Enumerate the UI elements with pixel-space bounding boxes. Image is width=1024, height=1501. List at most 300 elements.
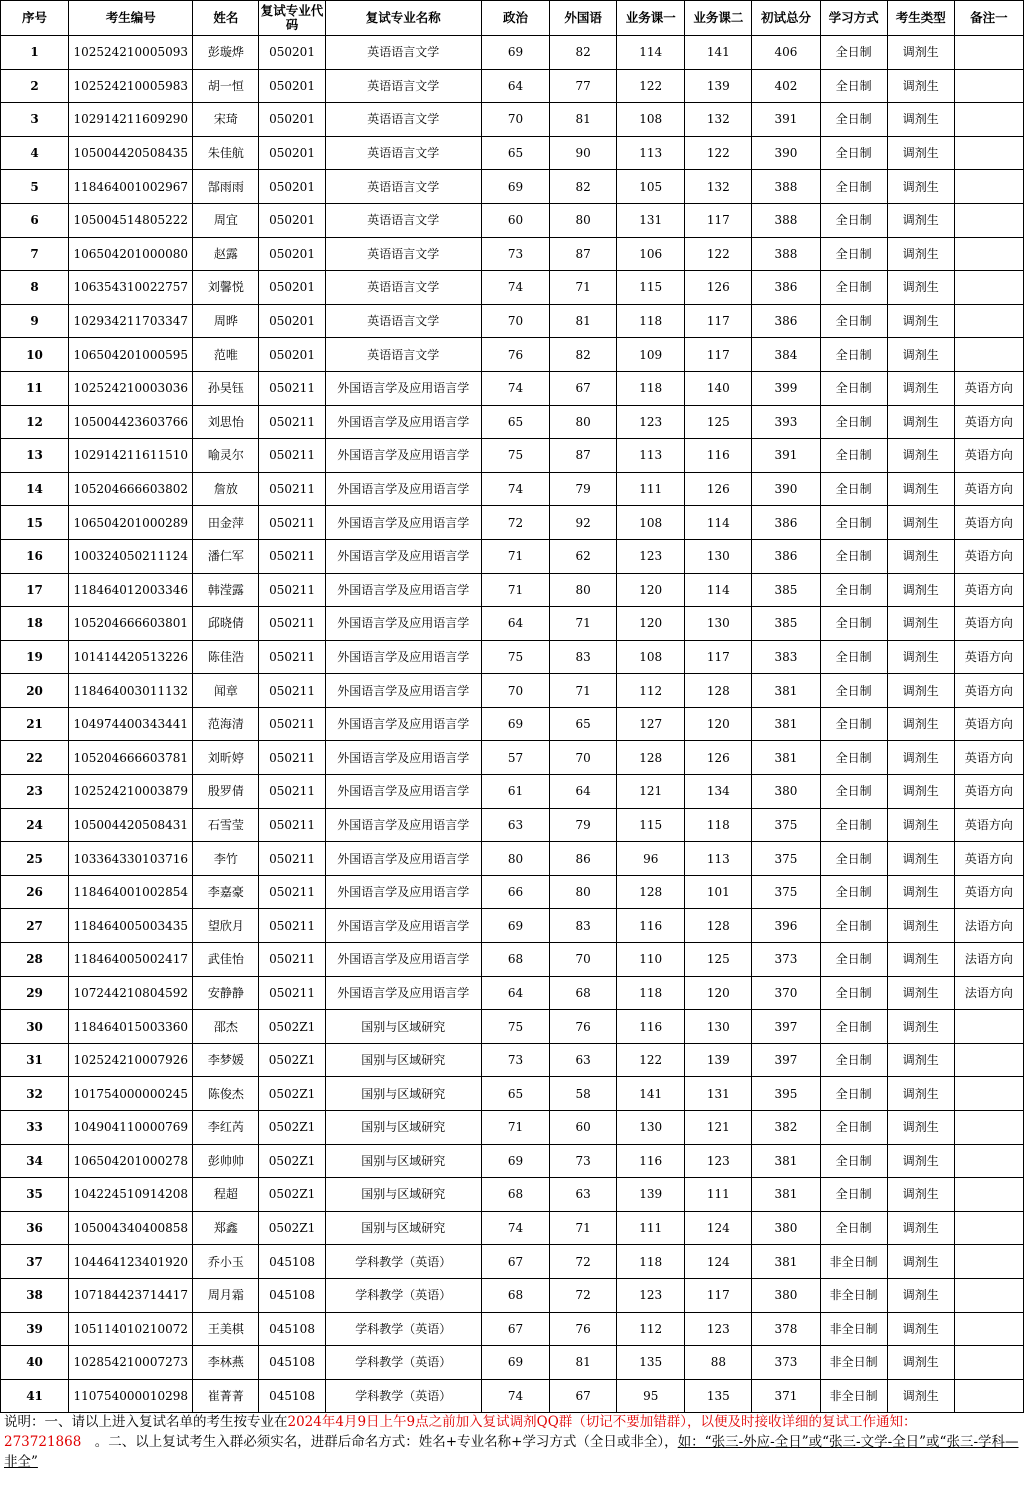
table-row bbox=[1, 1111, 1024, 1145]
cell-study-mode: 全日制 bbox=[820, 1077, 887, 1111]
cell-course-2: 125 bbox=[685, 943, 752, 977]
cell-seq: 31 bbox=[1, 1043, 69, 1077]
cell-foreign-language: 77 bbox=[550, 69, 617, 103]
cell-seq: 14 bbox=[1, 472, 69, 506]
table-row bbox=[1, 36, 1024, 70]
cell-major-name: 外国语言学及应用语言学 bbox=[325, 842, 481, 876]
cell-course-2: 139 bbox=[685, 1043, 752, 1077]
table-row bbox=[1, 271, 1024, 305]
cell-major-name: 外国语言学及应用语言学 bbox=[325, 405, 481, 439]
table-row bbox=[1, 943, 1024, 977]
header-foreign-language: 外国语 bbox=[550, 1, 617, 36]
cell-course-1: 123 bbox=[617, 539, 685, 573]
table-row bbox=[1, 203, 1024, 237]
cell-course-2: 117 bbox=[685, 338, 752, 372]
cell-remark: 英语方向 bbox=[954, 674, 1023, 708]
cell-seq: 24 bbox=[1, 808, 69, 842]
cell-major-code: 050211 bbox=[259, 573, 325, 607]
cell-study-mode: 全日制 bbox=[820, 170, 887, 204]
cell-remark: 英语方向 bbox=[954, 875, 1023, 909]
cell-seq: 16 bbox=[1, 539, 69, 573]
cell-course-1: 112 bbox=[617, 674, 685, 708]
cell-candidate-type: 调剂生 bbox=[887, 338, 954, 372]
cell-politics: 75 bbox=[481, 439, 549, 473]
cell-name: 望欣月 bbox=[193, 909, 259, 943]
cell-remark bbox=[954, 1043, 1023, 1077]
cell-major-code: 050211 bbox=[259, 439, 325, 473]
explanation-note bbox=[4, 1412, 1020, 1472]
cell-total-score: 386 bbox=[752, 539, 820, 573]
cell-course-2: 130 bbox=[685, 539, 752, 573]
cell-total-score: 382 bbox=[752, 1111, 820, 1145]
cell-course-2: 117 bbox=[685, 640, 752, 674]
cell-course-1: 116 bbox=[617, 1144, 685, 1178]
cell-foreign-language: 73 bbox=[550, 1144, 617, 1178]
table-row bbox=[1, 1043, 1024, 1077]
cell-candidate-type: 调剂生 bbox=[887, 237, 954, 271]
cell-name: 周月霜 bbox=[193, 1278, 259, 1312]
note-part-3: 。二、以上复试考生入群必须实名，进群后命名方式：姓名+专业名称+学习方式（全日或非全）， bbox=[81, 1434, 678, 1450]
cell-exam-id: 104464123401920 bbox=[69, 1245, 193, 1279]
cell-foreign-language: 63 bbox=[550, 1178, 617, 1212]
cell-candidate-type: 调剂生 bbox=[887, 943, 954, 977]
cell-politics: 74 bbox=[481, 371, 549, 405]
cell-politics: 67 bbox=[481, 1245, 549, 1279]
cell-total-score: 373 bbox=[752, 1346, 820, 1380]
cell-name: 程超 bbox=[193, 1178, 259, 1212]
cell-candidate-type: 调剂生 bbox=[887, 1178, 954, 1212]
cell-course-1: 116 bbox=[617, 1010, 685, 1044]
cell-total-score: 385 bbox=[752, 573, 820, 607]
cell-study-mode: 全日制 bbox=[820, 271, 887, 305]
cell-candidate-type: 调剂生 bbox=[887, 1346, 954, 1380]
cell-politics: 71 bbox=[481, 539, 549, 573]
cell-total-score: 397 bbox=[752, 1010, 820, 1044]
cell-total-score: 391 bbox=[752, 439, 820, 473]
cell-exam-id: 118464001002967 bbox=[69, 170, 193, 204]
table-row bbox=[1, 573, 1024, 607]
cell-course-1: 130 bbox=[617, 1111, 685, 1145]
cell-major-code: 050211 bbox=[259, 472, 325, 506]
cell-course-1: 105 bbox=[617, 170, 685, 204]
cell-name: 周宜 bbox=[193, 203, 259, 237]
cell-course-1: 114 bbox=[617, 36, 685, 70]
cell-politics: 68 bbox=[481, 1278, 549, 1312]
cell-foreign-language: 83 bbox=[550, 909, 617, 943]
cell-major-name: 外国语言学及应用语言学 bbox=[325, 674, 481, 708]
cell-exam-id: 118464005002417 bbox=[69, 943, 193, 977]
cell-politics: 65 bbox=[481, 405, 549, 439]
cell-major-name: 英语语言文学 bbox=[325, 36, 481, 70]
cell-major-name: 学科教学（英语） bbox=[325, 1312, 481, 1346]
cell-exam-id: 105004420508435 bbox=[69, 136, 193, 170]
cell-exam-id: 102524210003036 bbox=[69, 371, 193, 405]
cell-candidate-type: 调剂生 bbox=[887, 875, 954, 909]
cell-seq: 37 bbox=[1, 1245, 69, 1279]
cell-exam-id: 103364330103716 bbox=[69, 842, 193, 876]
cell-exam-id: 102524210005093 bbox=[69, 36, 193, 70]
cell-major-code: 050211 bbox=[259, 775, 325, 809]
cell-politics: 70 bbox=[481, 674, 549, 708]
cell-study-mode: 全日制 bbox=[820, 405, 887, 439]
cell-remark: 英语方向 bbox=[954, 842, 1023, 876]
cell-course-2: 120 bbox=[685, 976, 752, 1010]
cell-course-1: 118 bbox=[617, 371, 685, 405]
cell-name: 王美棋 bbox=[193, 1312, 259, 1346]
cell-study-mode: 全日制 bbox=[820, 338, 887, 372]
cell-politics: 74 bbox=[481, 1211, 549, 1245]
cell-name: 石雪莹 bbox=[193, 808, 259, 842]
cell-remark: 英语方向 bbox=[954, 607, 1023, 641]
cell-candidate-type: 调剂生 bbox=[887, 1077, 954, 1111]
cell-exam-id: 105204666603801 bbox=[69, 607, 193, 641]
cell-course-2: 139 bbox=[685, 69, 752, 103]
cell-total-score: 370 bbox=[752, 976, 820, 1010]
table-row bbox=[1, 472, 1024, 506]
cell-major-code: 0502Z1 bbox=[259, 1043, 325, 1077]
cell-major-code: 050201 bbox=[259, 338, 325, 372]
cell-politics: 73 bbox=[481, 237, 549, 271]
header-course-1: 业务课一 bbox=[617, 1, 685, 36]
table-row bbox=[1, 405, 1024, 439]
cell-major-name: 外国语言学及应用语言学 bbox=[325, 808, 481, 842]
cell-remark bbox=[954, 1144, 1023, 1178]
cell-course-1: 135 bbox=[617, 1346, 685, 1380]
cell-remark bbox=[954, 1278, 1023, 1312]
cell-candidate-type: 调剂生 bbox=[887, 271, 954, 305]
cell-politics: 80 bbox=[481, 842, 549, 876]
cell-total-score: 388 bbox=[752, 237, 820, 271]
cell-seq: 26 bbox=[1, 875, 69, 909]
cell-total-score: 380 bbox=[752, 775, 820, 809]
cell-remark bbox=[954, 1379, 1023, 1413]
cell-seq: 5 bbox=[1, 170, 69, 204]
cell-remark: 法语方向 bbox=[954, 909, 1023, 943]
cell-total-score: 390 bbox=[752, 472, 820, 506]
cell-study-mode: 全日制 bbox=[820, 943, 887, 977]
cell-major-code: 0502Z1 bbox=[259, 1144, 325, 1178]
header-seq: 序号 bbox=[1, 1, 69, 36]
cell-remark: 英语方向 bbox=[954, 371, 1023, 405]
cell-name: 郑鑫 bbox=[193, 1211, 259, 1245]
cell-candidate-type: 调剂生 bbox=[887, 304, 954, 338]
cell-seq: 15 bbox=[1, 506, 69, 540]
cell-seq: 33 bbox=[1, 1111, 69, 1145]
cell-total-score: 393 bbox=[752, 405, 820, 439]
cell-foreign-language: 87 bbox=[550, 439, 617, 473]
cell-major-name: 国别与区域研究 bbox=[325, 1077, 481, 1111]
cell-foreign-language: 71 bbox=[550, 674, 617, 708]
header-major-name: 复试专业名称 bbox=[325, 1, 481, 36]
cell-politics: 65 bbox=[481, 136, 549, 170]
cell-study-mode: 全日制 bbox=[820, 1178, 887, 1212]
cell-course-1: 122 bbox=[617, 1043, 685, 1077]
cell-major-code: 045108 bbox=[259, 1379, 325, 1413]
cell-seq: 41 bbox=[1, 1379, 69, 1413]
cell-seq: 27 bbox=[1, 909, 69, 943]
cell-course-2: 124 bbox=[685, 1211, 752, 1245]
cell-course-1: 122 bbox=[617, 69, 685, 103]
cell-exam-id: 104904110000769 bbox=[69, 1111, 193, 1145]
cell-major-name: 英语语言文学 bbox=[325, 136, 481, 170]
header-major-code: 复试专业代码 bbox=[259, 1, 325, 36]
cell-total-score: 381 bbox=[752, 707, 820, 741]
cell-total-score: 386 bbox=[752, 271, 820, 305]
cell-course-2: 128 bbox=[685, 674, 752, 708]
cell-remark bbox=[954, 1178, 1023, 1212]
cell-course-1: 118 bbox=[617, 1245, 685, 1279]
cell-seq: 39 bbox=[1, 1312, 69, 1346]
cell-politics: 70 bbox=[481, 103, 549, 137]
cell-name: 郜雨雨 bbox=[193, 170, 259, 204]
cell-major-name: 英语语言文学 bbox=[325, 304, 481, 338]
cell-foreign-language: 76 bbox=[550, 1010, 617, 1044]
cell-study-mode: 全日制 bbox=[820, 707, 887, 741]
cell-remark: 英语方向 bbox=[954, 506, 1023, 540]
cell-candidate-type: 调剂生 bbox=[887, 808, 954, 842]
cell-major-code: 050211 bbox=[259, 405, 325, 439]
cell-exam-id: 102914211611510 bbox=[69, 439, 193, 473]
cell-name: 孙昊钰 bbox=[193, 371, 259, 405]
cell-seq: 23 bbox=[1, 775, 69, 809]
cell-exam-id: 104974400343441 bbox=[69, 707, 193, 741]
cell-course-2: 118 bbox=[685, 808, 752, 842]
cell-course-2: 126 bbox=[685, 741, 752, 775]
cell-foreign-language: 72 bbox=[550, 1245, 617, 1279]
cell-course-2: 125 bbox=[685, 405, 752, 439]
cell-course-2: 123 bbox=[685, 1144, 752, 1178]
cell-total-score: 375 bbox=[752, 842, 820, 876]
cell-remark: 英语方向 bbox=[954, 775, 1023, 809]
cell-total-score: 390 bbox=[752, 136, 820, 170]
cell-major-code: 0502Z1 bbox=[259, 1178, 325, 1212]
cell-name: 朱佳航 bbox=[193, 136, 259, 170]
cell-candidate-type: 调剂生 bbox=[887, 371, 954, 405]
cell-major-code: 050211 bbox=[259, 842, 325, 876]
cell-total-score: 381 bbox=[752, 741, 820, 775]
cell-remark bbox=[954, 203, 1023, 237]
cell-candidate-type: 调剂生 bbox=[887, 1245, 954, 1279]
cell-exam-id: 105204666603781 bbox=[69, 741, 193, 775]
cell-politics: 72 bbox=[481, 506, 549, 540]
cell-course-2: 141 bbox=[685, 36, 752, 70]
cell-course-2: 88 bbox=[685, 1346, 752, 1380]
cell-seq: 32 bbox=[1, 1077, 69, 1111]
cell-exam-id: 118464005003435 bbox=[69, 909, 193, 943]
cell-total-score: 388 bbox=[752, 170, 820, 204]
table-row bbox=[1, 506, 1024, 540]
note-deadline-and-qq-group: 2024年4月9日上午9点之前加入复试调剂QQ群（切记不要加错群），以便及时接收详细的复试工作通知：273721868 bbox=[4, 1414, 917, 1450]
cell-name: 乔小玉 bbox=[193, 1245, 259, 1279]
cell-foreign-language: 80 bbox=[550, 203, 617, 237]
cell-seq: 20 bbox=[1, 674, 69, 708]
cell-name: 陈俊杰 bbox=[193, 1077, 259, 1111]
cell-candidate-type: 调剂生 bbox=[887, 640, 954, 674]
cell-total-score: 406 bbox=[752, 36, 820, 70]
cell-politics: 69 bbox=[481, 1144, 549, 1178]
cell-course-2: 128 bbox=[685, 909, 752, 943]
cell-politics: 75 bbox=[481, 640, 549, 674]
cell-seq: 25 bbox=[1, 842, 69, 876]
cell-name: 邵杰 bbox=[193, 1010, 259, 1044]
cell-course-2: 114 bbox=[685, 506, 752, 540]
cell-name: 刘思怡 bbox=[193, 405, 259, 439]
cell-foreign-language: 58 bbox=[550, 1077, 617, 1111]
cell-major-name: 英语语言文学 bbox=[325, 237, 481, 271]
table-row bbox=[1, 1346, 1024, 1380]
cell-total-score: 371 bbox=[752, 1379, 820, 1413]
cell-foreign-language: 82 bbox=[550, 36, 617, 70]
cell-seq: 17 bbox=[1, 573, 69, 607]
cell-course-2: 117 bbox=[685, 304, 752, 338]
cell-politics: 71 bbox=[481, 1111, 549, 1145]
cell-foreign-language: 80 bbox=[550, 405, 617, 439]
cell-major-name: 外国语言学及应用语言学 bbox=[325, 741, 481, 775]
table-row bbox=[1, 674, 1024, 708]
cell-major-name: 国别与区域研究 bbox=[325, 1211, 481, 1245]
cell-seq: 3 bbox=[1, 103, 69, 137]
cell-course-2: 114 bbox=[685, 573, 752, 607]
cell-name: 安静静 bbox=[193, 976, 259, 1010]
cell-course-1: 109 bbox=[617, 338, 685, 372]
cell-study-mode: 全日制 bbox=[820, 539, 887, 573]
cell-major-name: 英语语言文学 bbox=[325, 103, 481, 137]
cell-major-code: 050211 bbox=[259, 976, 325, 1010]
cell-major-code: 050201 bbox=[259, 103, 325, 137]
cell-course-2: 124 bbox=[685, 1245, 752, 1279]
cell-study-mode: 全日制 bbox=[820, 808, 887, 842]
table-row bbox=[1, 439, 1024, 473]
cell-course-2: 130 bbox=[685, 607, 752, 641]
cell-name: 宋琦 bbox=[193, 103, 259, 137]
cell-foreign-language: 81 bbox=[550, 103, 617, 137]
cell-major-name: 学科教学（英语） bbox=[325, 1245, 481, 1279]
note-naming-examples: 如：“张三-外应-全日”或“张三-文学-全日”或“张三-学科—非全” bbox=[4, 1434, 1019, 1470]
cell-major-name: 英语语言文学 bbox=[325, 69, 481, 103]
cell-foreign-language: 82 bbox=[550, 170, 617, 204]
cell-foreign-language: 64 bbox=[550, 775, 617, 809]
cell-politics: 67 bbox=[481, 1312, 549, 1346]
table-row bbox=[1, 1077, 1024, 1111]
cell-candidate-type: 调剂生 bbox=[887, 842, 954, 876]
cell-total-score: 375 bbox=[752, 808, 820, 842]
cell-exam-id: 105004420508431 bbox=[69, 808, 193, 842]
cell-exam-id: 106504201000080 bbox=[69, 237, 193, 271]
cell-course-1: 113 bbox=[617, 439, 685, 473]
cell-name: 潘仁军 bbox=[193, 539, 259, 573]
table-row bbox=[1, 741, 1024, 775]
cell-study-mode: 全日制 bbox=[820, 976, 887, 1010]
cell-course-2: 111 bbox=[685, 1178, 752, 1212]
cell-study-mode: 全日制 bbox=[820, 607, 887, 641]
cell-major-code: 050211 bbox=[259, 371, 325, 405]
cell-course-2: 117 bbox=[685, 1278, 752, 1312]
cell-course-2: 140 bbox=[685, 371, 752, 405]
cell-name: 崔菁菁 bbox=[193, 1379, 259, 1413]
cell-remark bbox=[954, 1211, 1023, 1245]
cell-candidate-type: 调剂生 bbox=[887, 1211, 954, 1245]
cell-major-name: 国别与区域研究 bbox=[325, 1043, 481, 1077]
cell-foreign-language: 71 bbox=[550, 271, 617, 305]
cell-exam-id: 102524210007926 bbox=[69, 1043, 193, 1077]
cell-remark bbox=[954, 1312, 1023, 1346]
cell-name: 刘馨悦 bbox=[193, 271, 259, 305]
cell-candidate-type: 调剂生 bbox=[887, 506, 954, 540]
cell-candidate-type: 调剂生 bbox=[887, 539, 954, 573]
cell-course-1: 120 bbox=[617, 607, 685, 641]
cell-course-1: 127 bbox=[617, 707, 685, 741]
cell-seq: 28 bbox=[1, 943, 69, 977]
cell-total-score: 383 bbox=[752, 640, 820, 674]
cell-study-mode: 全日制 bbox=[820, 439, 887, 473]
cell-foreign-language: 65 bbox=[550, 707, 617, 741]
cell-politics: 76 bbox=[481, 338, 549, 372]
cell-major-code: 0502Z1 bbox=[259, 1111, 325, 1145]
cell-total-score: 380 bbox=[752, 1278, 820, 1312]
cell-exam-id: 106504201000595 bbox=[69, 338, 193, 372]
cell-politics: 71 bbox=[481, 573, 549, 607]
table-row bbox=[1, 371, 1024, 405]
header-candidate-type: 考生类型 bbox=[887, 1, 954, 36]
cell-remark bbox=[954, 1077, 1023, 1111]
cell-major-code: 0502Z1 bbox=[259, 1211, 325, 1245]
cell-study-mode: 全日制 bbox=[820, 237, 887, 271]
cell-name: 李林燕 bbox=[193, 1346, 259, 1380]
cell-major-name: 外国语言学及应用语言学 bbox=[325, 976, 481, 1010]
header-study-mode: 学习方式 bbox=[820, 1, 887, 36]
table-row bbox=[1, 1278, 1024, 1312]
cell-study-mode: 全日制 bbox=[820, 842, 887, 876]
cell-name: 韩滢露 bbox=[193, 573, 259, 607]
cell-course-1: 112 bbox=[617, 1312, 685, 1346]
cell-remark: 英语方向 bbox=[954, 707, 1023, 741]
cell-study-mode: 全日制 bbox=[820, 103, 887, 137]
table-row bbox=[1, 69, 1024, 103]
cell-course-1: 123 bbox=[617, 405, 685, 439]
cell-major-code: 050201 bbox=[259, 271, 325, 305]
cell-major-name: 外国语言学及应用语言学 bbox=[325, 775, 481, 809]
cell-exam-id: 105004340400858 bbox=[69, 1211, 193, 1245]
cell-study-mode: 全日制 bbox=[820, 1111, 887, 1145]
cell-candidate-type: 调剂生 bbox=[887, 36, 954, 70]
cell-seq: 34 bbox=[1, 1144, 69, 1178]
cell-total-score: 402 bbox=[752, 69, 820, 103]
cell-study-mode: 全日制 bbox=[820, 371, 887, 405]
cell-remark bbox=[954, 136, 1023, 170]
table-row bbox=[1, 136, 1024, 170]
cell-foreign-language: 60 bbox=[550, 1111, 617, 1145]
cell-candidate-type: 调剂生 bbox=[887, 1379, 954, 1413]
cell-candidate-type: 调剂生 bbox=[887, 976, 954, 1010]
cell-major-code: 0502Z1 bbox=[259, 1077, 325, 1111]
cell-exam-id: 105004514805222 bbox=[69, 203, 193, 237]
cell-major-name: 国别与区域研究 bbox=[325, 1144, 481, 1178]
cell-foreign-language: 71 bbox=[550, 1211, 617, 1245]
cell-politics: 73 bbox=[481, 1043, 549, 1077]
cell-politics: 68 bbox=[481, 1178, 549, 1212]
cell-course-1: 128 bbox=[617, 875, 685, 909]
cell-major-code: 050201 bbox=[259, 304, 325, 338]
header-course-2: 业务课二 bbox=[685, 1, 752, 36]
cell-candidate-type: 调剂生 bbox=[887, 170, 954, 204]
cell-remark bbox=[954, 170, 1023, 204]
cell-course-1: 95 bbox=[617, 1379, 685, 1413]
cell-exam-id: 106354310022757 bbox=[69, 271, 193, 305]
cell-course-2: 132 bbox=[685, 170, 752, 204]
cell-candidate-type: 调剂生 bbox=[887, 1111, 954, 1145]
cell-name: 彭璇烨 bbox=[193, 36, 259, 70]
cell-foreign-language: 67 bbox=[550, 371, 617, 405]
